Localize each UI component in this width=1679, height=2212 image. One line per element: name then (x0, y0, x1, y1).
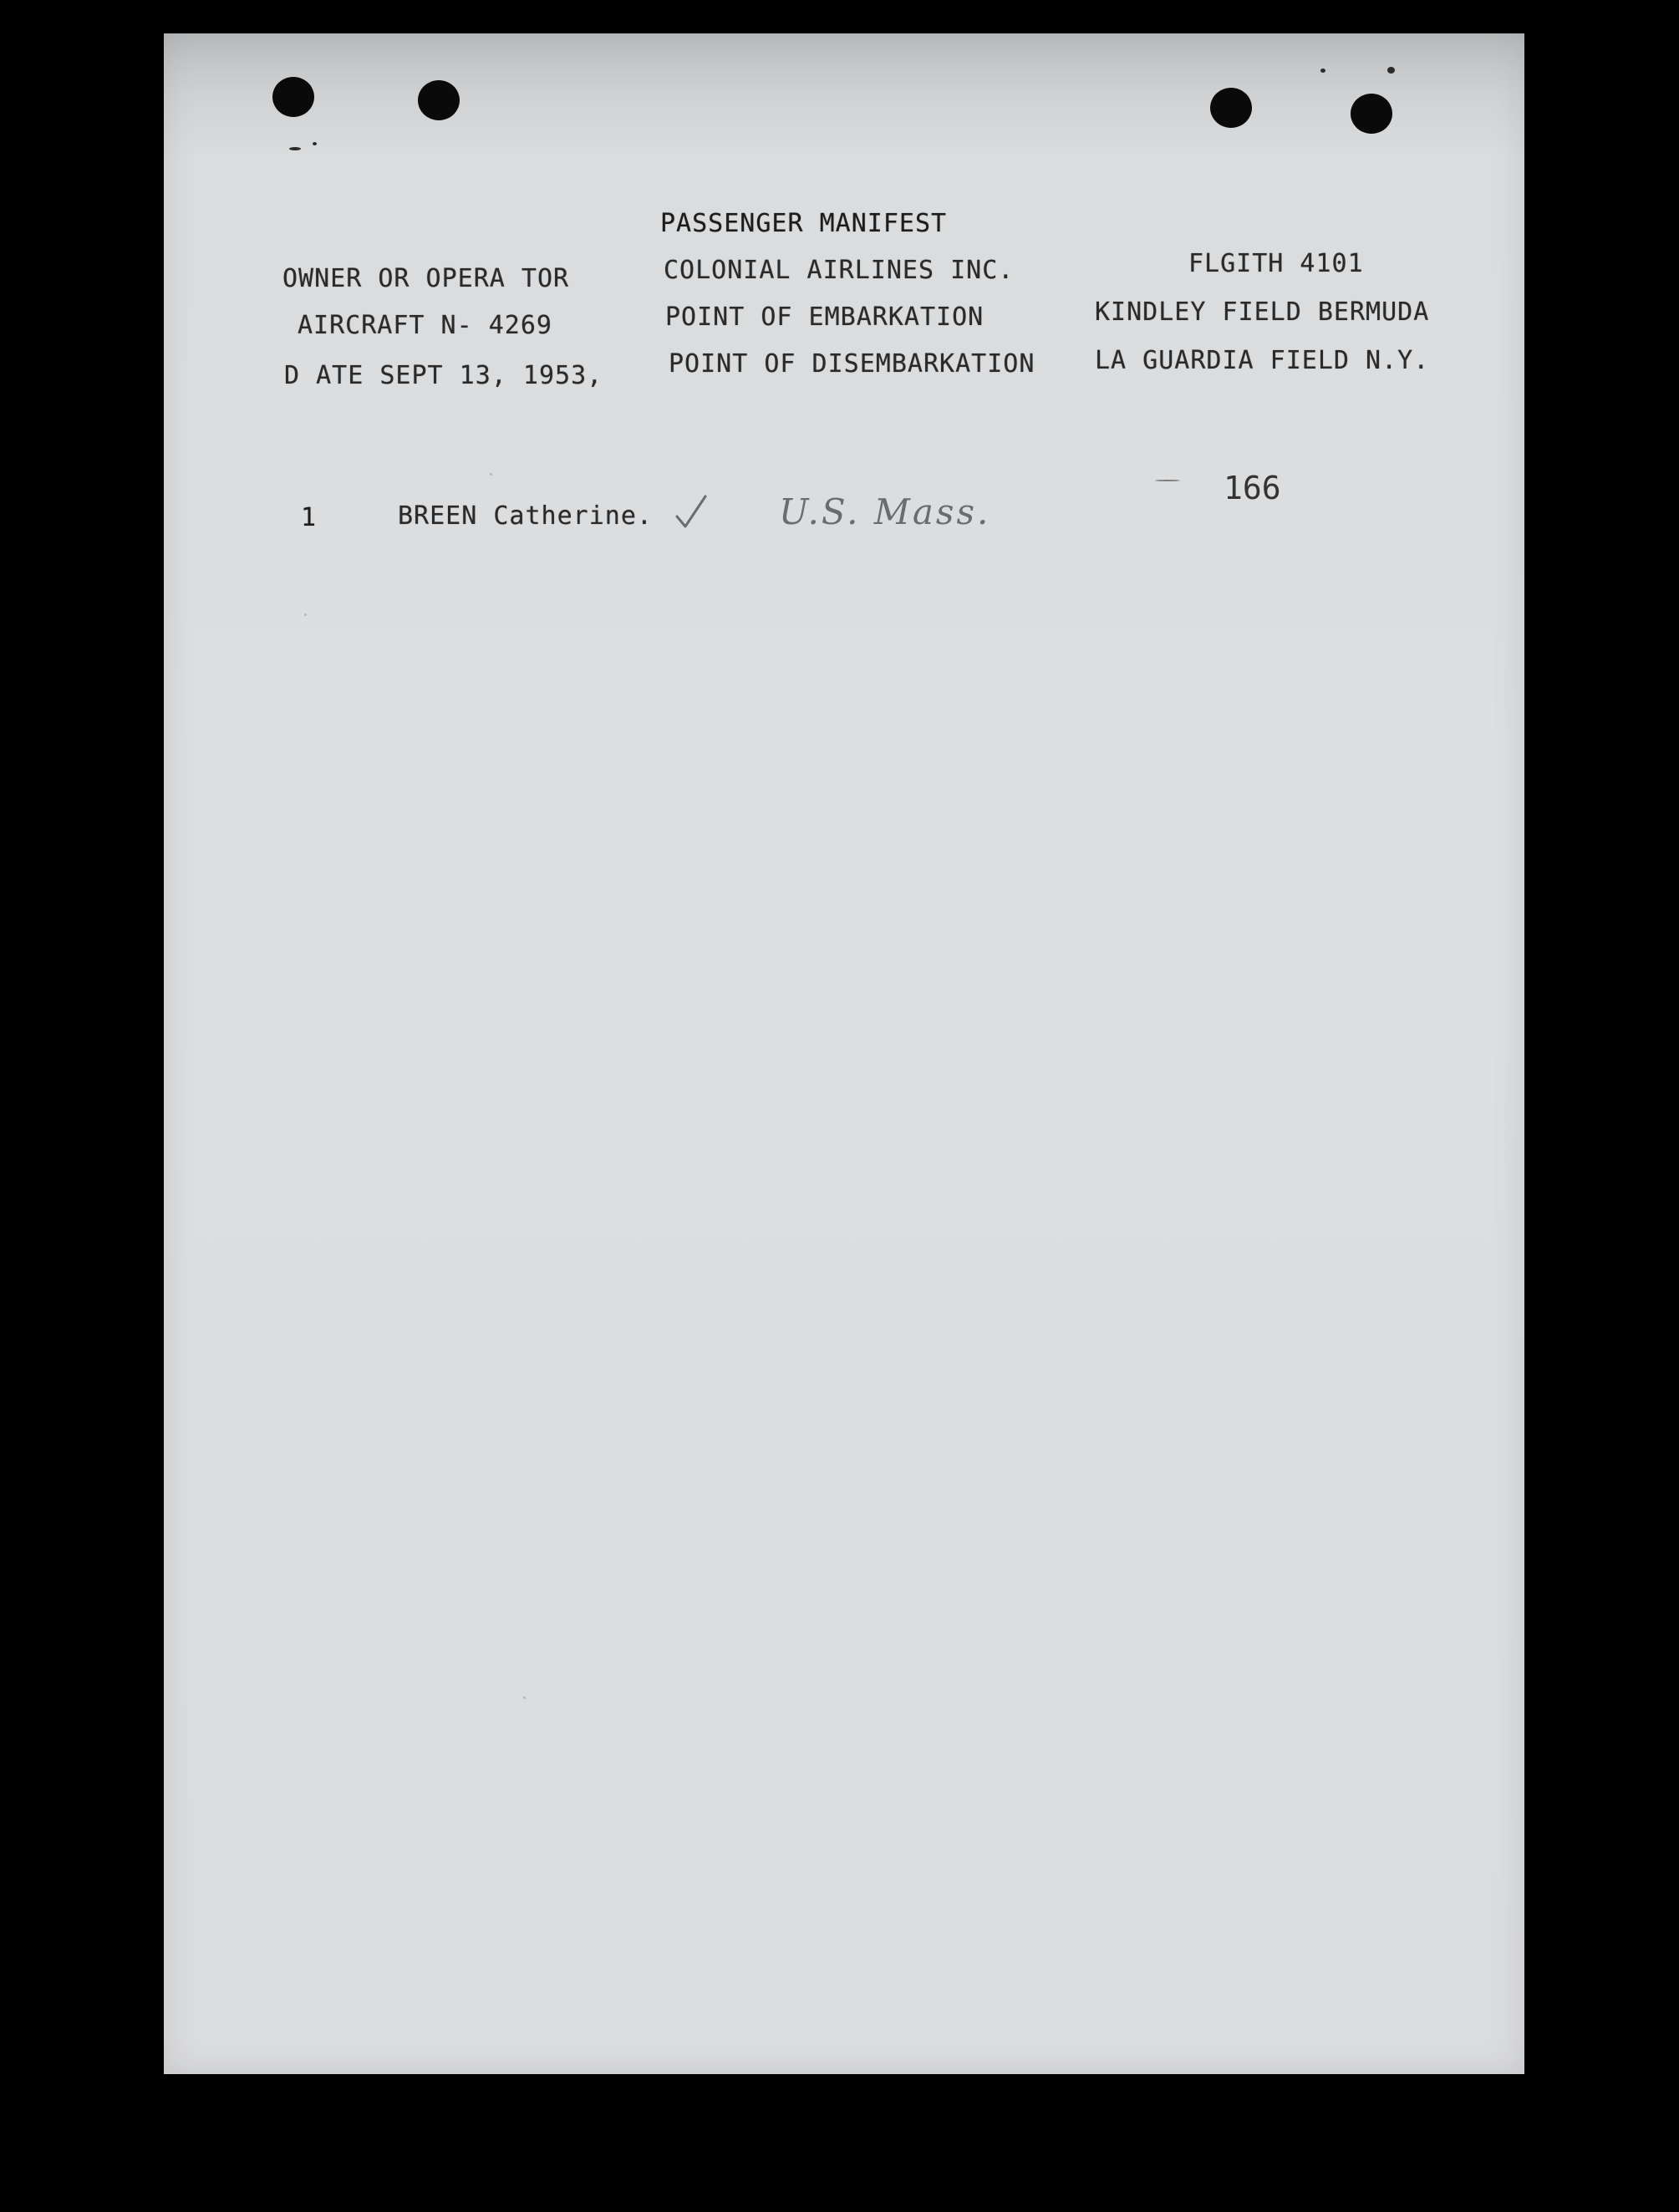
passenger-number: 1 (301, 503, 318, 532)
flight-number: FLGITH 4101 (1188, 249, 1364, 278)
ink-speck (1320, 69, 1325, 73)
ink-speck (289, 147, 301, 150)
punch-hole-right-2 (1351, 94, 1392, 134)
embarkation-label: POINT OF EMBARKATION (665, 303, 985, 332)
page-number: 166 (1224, 470, 1281, 506)
page-top-smudge (164, 33, 1524, 159)
manifest-page (164, 33, 1524, 2074)
ink-speck (1155, 480, 1180, 481)
punch-hole-left-1 (272, 77, 314, 117)
ink-speck (313, 142, 317, 145)
disembarkation-label: POINT OF DISEMBARKATION (669, 349, 1035, 379)
manifest-title: PASSENGER MANIFEST (660, 209, 948, 238)
paper-mark (304, 613, 307, 616)
airline-name: COLONIAL AIRLINES INC. (664, 256, 1015, 285)
paper-mark (523, 1696, 526, 1699)
aircraft-label: AIRCRAFT N- 4269 (298, 311, 552, 340)
check-mark-icon (672, 491, 714, 533)
handwritten-citizenship-note: U.S. Mass. (779, 491, 991, 532)
punch-hole-left-2 (418, 80, 460, 120)
ink-speck (1387, 67, 1395, 74)
paper-mark (490, 473, 492, 475)
embarkation-place: KINDLEY FIELD BERMUDA (1095, 297, 1430, 327)
passenger-name: BREEN Catherine. (398, 501, 653, 531)
date-label: D ATE SEPT 13, 1953, (284, 361, 603, 390)
punch-hole-right-1 (1210, 88, 1252, 128)
disembarkation-place: LA GUARDIA FIELD N.Y. (1095, 346, 1430, 375)
owner-operator-label: OWNER OR OPERA TOR (282, 264, 570, 293)
